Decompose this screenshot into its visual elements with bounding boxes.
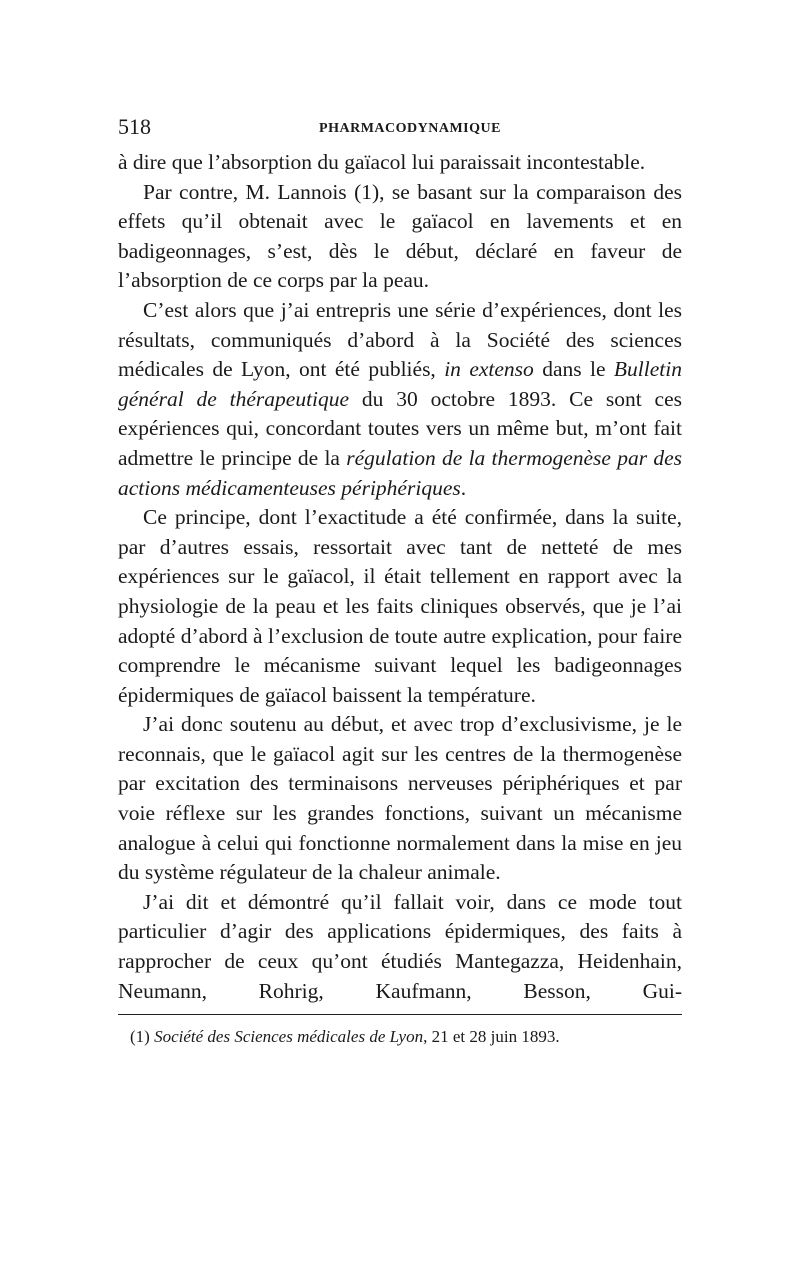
paragraph: C’est alors que j’ai entrepris une série d’expériences, dont les résultats, communiqués d’abord à la Société des sciences médicales de Lyon, ont été publiés, in extenso dans le Bulletin général de thérapeutique du 30 octobre 1893. Ce sont ces expériences qui, concordant toutes vers un même but, m’ont fait admettre le principe de la régulation de la thermogenèse par des actions médicamenteuses périphériques. [118, 297, 682, 500]
italic-phrase: régulation de la thermogenèse par des actions médicamenteuses périphériques [118, 445, 682, 500]
paragraph: J’ai donc soutenu au début, et avec trop d’exclusivisme, je le reconnais, que le gaïacol agit sur les centres de la thermogenèse par excitation des terminaisons nerveuses périphériques et par voie réflexe sur les grandes fonctions, suivant un mécanisme analogue à celui qui fonctionne normalement dans la mise en jeu du système régulateur de la chaleur animale. [118, 712, 682, 885]
page-header [118, 108, 682, 148]
journal-title: Bulletin général de thérapeutique [118, 357, 682, 411]
paragraph: Ce principe, dont l’exactitude a été confirmée, dans la suite, par d’autres essais, ressortait avec tant de netteté de mes expériences sur le gaïacol, il était tellement en rapport avec la physiologie de la peau et les faits cliniques observés, que je l’ai adopté d’abord à l’exclusion de toute autre explication, pour faire comprendre le mécanisme suivant lequel les badigeonnages épidermiques de gaïacol baissent la température. [118, 505, 682, 707]
running-head: PHARMACODYNAMIQUE [319, 121, 501, 136]
page-number: 518 [118, 114, 151, 139]
paragraph: J’ai dit et démontré qu’il fallait voir, dans ce mode tout particulier d’agir des applications épidermiques, des faits à rapprocher de ceux qu’ont étudiés Mantegazza, Heidenhain, Neumann, Rohrig, Kaufmann, Besson, Gui- [118, 889, 682, 1003]
book-page [118, 108, 682, 1048]
italic-phrase: in extenso [444, 357, 534, 382]
footnote-date: , 21 et 28 juin 1893. [423, 1027, 560, 1047]
footnote-marker: (1) [130, 1027, 150, 1047]
body-text [118, 148, 682, 1006]
footnote [118, 1026, 682, 1048]
footnote-source: Société des Sciences médicales de Lyon [154, 1027, 424, 1047]
paragraph: Par contre, M. Lannois (1), se basant sur la comparaison des effets qu’il obtenait avec le gaïacol en lavements et en badigeonnages, s’est, dès le début, déclaré en faveur de l’absorption de ce corps par la peau. [118, 179, 682, 293]
footnote-divider [118, 1014, 682, 1015]
paragraph-continuation: à dire que l’absorption du gaïacol lui paraissait incontestable. [118, 150, 646, 174]
